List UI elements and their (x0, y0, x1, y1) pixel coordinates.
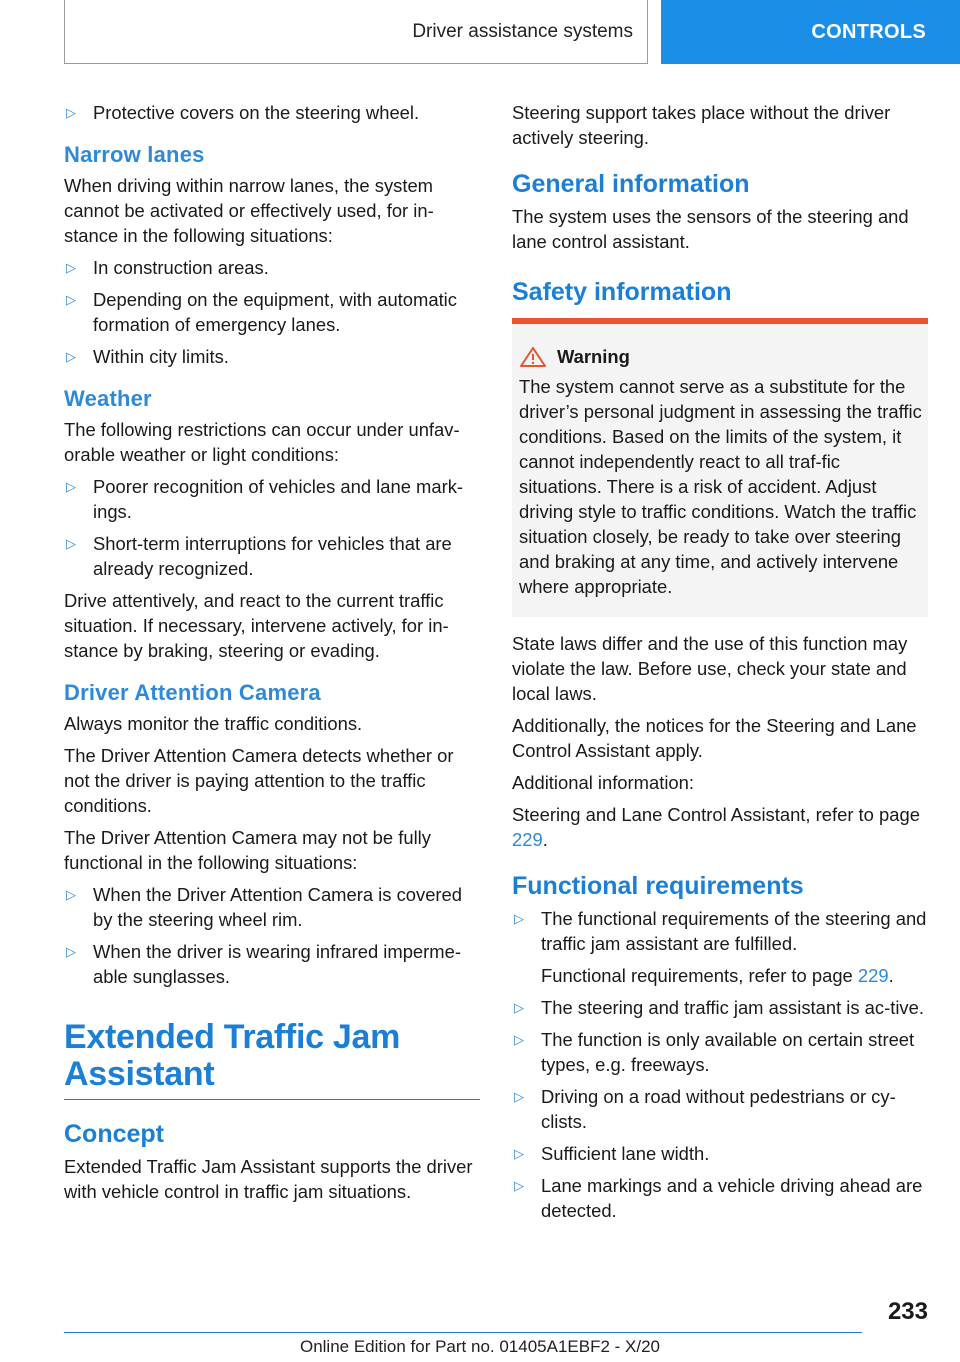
footer-divider (64, 1332, 862, 1333)
general-information-heading: General information (512, 170, 750, 198)
list-item: ▷ Short-term interruptions for vehicles that are already recognized. (66, 533, 452, 579)
page-link-229[interactable]: 229 (857, 965, 889, 986)
warning-box (512, 318, 928, 617)
section-label: Driver assistance systems (412, 20, 633, 42)
list-item: ▷ When the driver is wearing infrared imperme-able sunglasses. (66, 941, 461, 987)
header-section-title (64, 0, 648, 64)
weather-heading: Weather (64, 386, 152, 411)
list-item: ▷ The steering and traffic jam assistant is ac-tive. (514, 997, 924, 1018)
driver-attention-camera-heading: Driver Attention Camera (64, 680, 321, 705)
right-column (512, 100, 928, 1230)
state-laws-text: State laws differ and the use of this function may violate the law. Before use, check your state and local laws. (512, 633, 908, 704)
left-column (64, 100, 480, 1211)
triangle-bullet-icon: ▷ (514, 1178, 524, 1193)
intro-text: Steering support takes place without the driver actively steering. (512, 102, 891, 148)
dac-paragraph-3: The Driver Attention Camera may not be fully functional in the following situations: (64, 827, 431, 873)
list-item: ▷ Protective covers on the steering wheel. (66, 102, 420, 123)
triangle-bullet-icon: ▷ (66, 105, 76, 120)
functional-requirements-heading: Functional requirements (512, 872, 804, 900)
extended-traffic-jam-assistant-heading: Extended Traffic Jam Assistant (64, 1018, 401, 1093)
safety-information-heading: Safety information (512, 278, 732, 306)
triangle-bullet-icon: ▷ (66, 349, 76, 364)
triangle-bullet-icon: ▷ (514, 911, 524, 926)
header-chapter-tab (661, 0, 960, 64)
page-link-229[interactable]: 229 (512, 829, 543, 850)
chapter-label: CONTROLS (811, 20, 926, 43)
general-information-text: The system uses the sensors of the steering and lane control assistant. (512, 206, 909, 252)
list-item: ▷ When the Driver Attention Camera is covered by the steering wheel rim. (66, 884, 462, 930)
protective-list (64, 100, 480, 125)
triangle-bullet-icon: ▷ (66, 292, 76, 307)
list-item-subtext: Functional requirements, refer to page 229. (541, 965, 894, 986)
triangle-bullet-icon: ▷ (66, 944, 76, 959)
additionally-text: Additionally, the notices for the Steering and Lane Control Assistant apply. (512, 715, 917, 761)
warning-triangle-icon (519, 346, 547, 368)
refer-text: Steering and Lane Control Assistant, refer to page 229. (512, 804, 920, 850)
narrow-lanes-heading: Narrow lanes (64, 142, 205, 167)
additional-info-label: Additional information: (512, 772, 694, 793)
list-item: ▷ Depending on the equipment, with automatic formation of emergency lanes. (66, 289, 457, 335)
page-number: 233 (887, 1298, 928, 1325)
narrow-lanes-list (64, 255, 480, 369)
edition-text: Online Edition for Part no. 01405A1EBF2 - X/20 (299, 1337, 661, 1356)
heading-divider (64, 1099, 480, 1100)
warning-label: Warning (557, 346, 630, 367)
triangle-bullet-icon: ▷ (66, 887, 76, 902)
list-item: ▷ Poorer recognition of vehicles and lane mark-ings. (66, 476, 464, 522)
triangle-bullet-icon: ▷ (66, 260, 76, 275)
list-item: ▷ Lane markings and a vehicle driving ahead are detected. (514, 1175, 923, 1221)
list-item: ▷ In construction areas. (66, 257, 269, 278)
weather-after-text: Drive attentively, and react to the current traffic situation. If necessary, intervene actively, for in-stance by braking, steering or evading. (64, 590, 449, 661)
triangle-bullet-icon: ▷ (66, 536, 76, 551)
triangle-bullet-icon: ▷ (514, 1089, 524, 1104)
weather-list (64, 474, 480, 581)
weather-text: The following restrictions can occur under unfav-orable weather or light conditions: (64, 419, 460, 465)
triangle-bullet-icon: ▷ (514, 1146, 524, 1161)
dac-list (64, 882, 480, 989)
triangle-bullet-icon: ▷ (514, 1032, 524, 1047)
list-item: ▷ The functional requirements of the steering and traffic jam assistant are fulfilled. Functional requirements, refer to page 229. (514, 908, 927, 986)
triangle-bullet-icon: ▷ (66, 479, 76, 494)
list-item: ▷ Within city limits. (66, 346, 229, 367)
warning-text: The system cannot serve as a substitute for the driver’s personal judgment in assessing the traffic conditions. Based on the limits of the system, it cannot independently react to all traf-fic situations. There is a risk of accident. Adjust driving style to traffic conditions. Watch the traffic situation closely, be ready to take over steering and braking at any time, and actively intervene where appropriate. (519, 376, 922, 597)
dac-paragraph-2: The Driver Attention Camera detects whether or not the driver is paying attention to the traffic conditions. (64, 745, 454, 816)
narrow-lanes-text: When driving within narrow lanes, the system cannot be activated or effectively used, for in-stance in the following situations: (64, 175, 434, 246)
functional-requirements-list (512, 906, 928, 1223)
list-item: ▷ Sufficient lane width. (514, 1143, 710, 1164)
dac-paragraph-1: Always monitor the traffic conditions. (64, 713, 363, 734)
triangle-bullet-icon: ▷ (514, 1000, 524, 1015)
concept-heading: Concept (64, 1120, 164, 1148)
list-item: ▷ Driving on a road without pedestrians or cy-clists. (514, 1086, 896, 1132)
list-item: ▷ The function is only available on certain street types, e.g. freeways. (514, 1029, 915, 1075)
warning-header (519, 346, 922, 368)
concept-text: Extended Traffic Jam Assistant supports the driver with vehicle control in traffic jam situations. (64, 1156, 473, 1202)
